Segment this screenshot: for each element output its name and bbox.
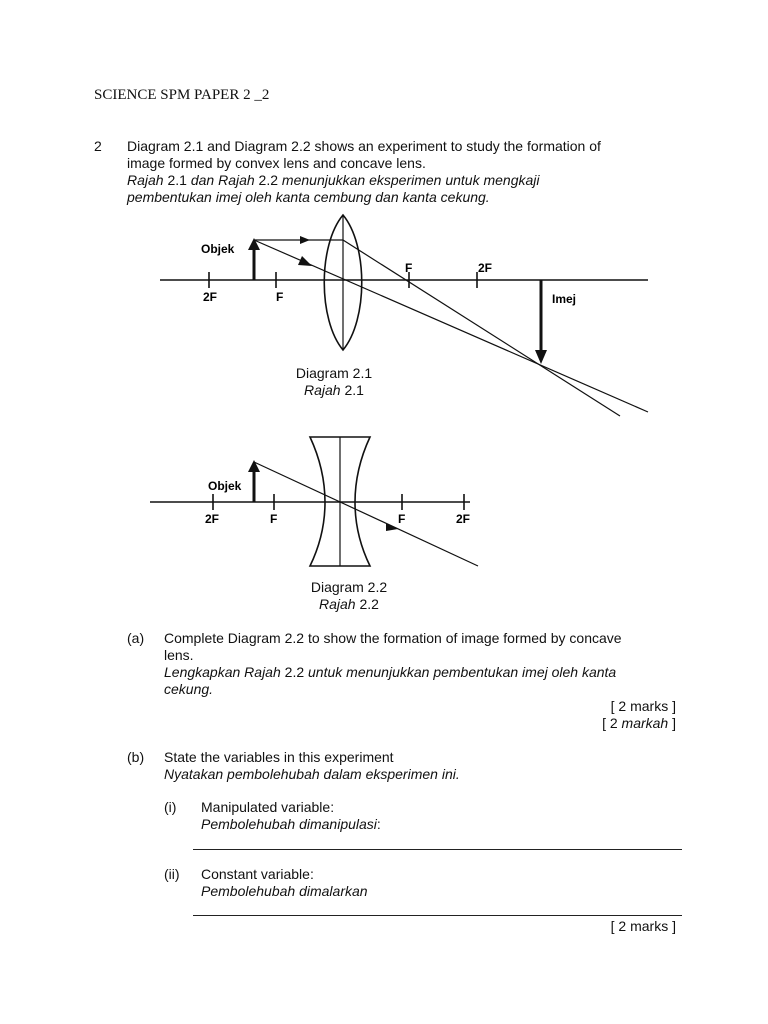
diagram1-label-2f-right: 2F bbox=[478, 261, 493, 275]
intro-my-num2: 2.2 bbox=[254, 172, 282, 188]
part-a-my-line1 bbox=[164, 664, 684, 681]
diagram1-caption bbox=[264, 365, 404, 399]
diagram2-caption-my bbox=[279, 596, 419, 613]
question-intro-my-line2: pembentukan imej oleh kanta cembung dan kanta cekung. bbox=[127, 189, 490, 205]
diagram1-ray-centre-arrow bbox=[298, 256, 312, 266]
diagram2-label-f-left: F bbox=[270, 512, 278, 526]
part-a-marks-my-open: [ 2 bbox=[602, 715, 622, 731]
part-a-label: (a) bbox=[127, 630, 145, 646]
part-a-my-rest: untuk menunjukkan pembentukan imej oleh kanta bbox=[308, 664, 617, 680]
answer-line-manipulated[interactable] bbox=[193, 849, 682, 850]
question-intro-en-line1: Diagram 2.1 and Diagram 2.2 shows an experiment to study the formation of bbox=[127, 138, 601, 154]
part-b-ii-body bbox=[201, 866, 681, 900]
diagram2-object-arrowhead bbox=[248, 460, 260, 472]
part-b-i-body bbox=[201, 799, 681, 833]
part-b-ii-en: Constant variable: bbox=[201, 866, 314, 882]
question-number: 2 bbox=[94, 138, 102, 154]
diagram1-ray-parallel-arrow bbox=[300, 236, 310, 244]
diagram2-ray-centre bbox=[254, 462, 478, 566]
diagram1-caption-my bbox=[264, 382, 404, 399]
intro-my-dan: dan Rajah bbox=[190, 172, 255, 188]
part-b-my: Nyatakan pembolehubah dalam eksperimen ini. bbox=[164, 766, 460, 782]
part-a-my-line2: cekung. bbox=[164, 681, 214, 697]
part-a-marks-my-close: ] bbox=[668, 715, 676, 731]
question-intro-en-line2: image formed by convex lens and concave lens. bbox=[127, 155, 426, 171]
part-a-marks-my bbox=[480, 715, 676, 732]
diagram1-label-2f-left: 2F bbox=[203, 290, 218, 304]
part-a-en-line1: Complete Diagram 2.2 to show the formation of image formed by concave bbox=[164, 630, 622, 646]
part-b-i-en: Manipulated variable: bbox=[201, 799, 335, 815]
part-b-ii-my: Pembolehubah dimalarkan bbox=[201, 883, 368, 899]
diagram2-caption-my-num: 2.2 bbox=[355, 596, 379, 612]
diagram2-label-2f-left: 2F bbox=[205, 512, 220, 526]
part-a-my-num: 2.2 bbox=[280, 664, 309, 680]
diagram2-label-2f-right: 2F bbox=[456, 512, 471, 526]
diagram1-label-f-left: F bbox=[276, 290, 284, 304]
diagram2-ray-centre-arrow bbox=[386, 523, 398, 531]
part-b-label: (b) bbox=[127, 749, 145, 765]
intro-my-rajah: Rajah bbox=[127, 172, 164, 188]
diagram1-caption-en: Diagram 2.1 bbox=[295, 365, 373, 381]
diagram2-caption bbox=[279, 579, 419, 613]
part-b-i-my-colon: : bbox=[376, 816, 381, 832]
diagram1-caption-my-rajah: Rajah bbox=[304, 382, 341, 398]
diagram1-caption-my-num: 2.1 bbox=[340, 382, 364, 398]
diagram1-label-object: Objek bbox=[201, 242, 235, 256]
part-b-marks: [ 2 marks ] bbox=[610, 918, 676, 934]
page-header-title: SCIENCE SPM PAPER 2 _2 bbox=[94, 87, 270, 103]
part-b-i-label: (i) bbox=[164, 799, 177, 815]
part-b-ii-label: (ii) bbox=[164, 866, 180, 882]
intro-my-num1: 2.1 bbox=[163, 172, 191, 188]
part-b-body bbox=[164, 749, 684, 783]
diagram2-caption-en: Diagram 2.2 bbox=[310, 579, 388, 595]
diagram2-caption-my-rajah: Rajah bbox=[319, 596, 356, 612]
diagram1-label-f-right: F bbox=[405, 261, 413, 275]
diagram1-image-arrowhead bbox=[535, 350, 547, 364]
part-a-marks-en: [ 2 marks ] bbox=[610, 698, 676, 714]
part-a-body bbox=[164, 630, 684, 698]
part-b-i-my-text: Pembolehubah dimanipulasi bbox=[201, 816, 377, 832]
part-a-marks-my-word: markah bbox=[621, 715, 669, 731]
part-a-my-lengkapkan: Lengkapkan Rajah bbox=[164, 664, 281, 680]
part-b-i-my bbox=[201, 816, 681, 833]
diagram1-label-image: Imej bbox=[552, 292, 577, 306]
diagram2-label-f-right: F bbox=[398, 512, 406, 526]
part-a-marks bbox=[480, 698, 676, 732]
part-b-en: State the variables in this experiment bbox=[164, 749, 394, 765]
answer-line-constant[interactable] bbox=[193, 915, 682, 916]
part-a-en-line2: lens. bbox=[164, 647, 194, 663]
diagram2-label-object: Objek bbox=[208, 479, 242, 493]
intro-my-rest: menunjukkan eksperimen untuk mengkaji bbox=[281, 172, 540, 188]
